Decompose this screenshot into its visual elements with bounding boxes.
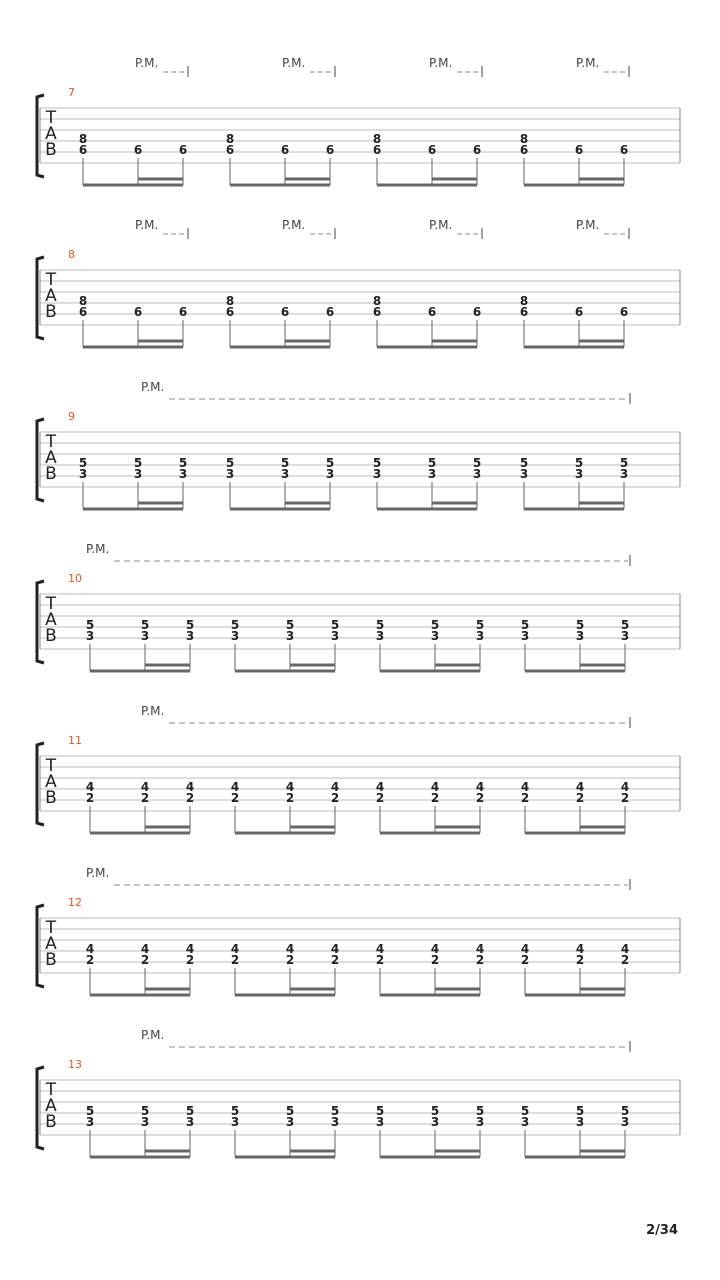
fret-number: 5 (430, 618, 440, 632)
fret-number: 3 (140, 1115, 150, 1129)
fret-number: 5 (85, 1104, 95, 1118)
fret-number: 5 (330, 618, 340, 632)
tab-clef-letter: A (45, 610, 57, 630)
fret-number: 5 (575, 618, 585, 632)
fret-number: 4 (85, 942, 95, 956)
measure-number: 10 (68, 572, 82, 585)
palm-mute-label: P.M. (135, 56, 159, 70)
fret-number: 6 (280, 143, 290, 157)
fret-number: 5 (375, 618, 385, 632)
fret-number: 3 (375, 1115, 385, 1129)
tab-clef-letter: A (45, 1096, 57, 1116)
fret-number: 6 (78, 305, 88, 319)
tab-clef-letter: T (45, 108, 57, 128)
fret-number: 3 (85, 1115, 95, 1129)
palm-mute-label: P.M. (86, 542, 110, 556)
tab-clef-letter: T (45, 432, 57, 452)
fret-number: 4 (285, 780, 295, 794)
fret-number: 4 (520, 780, 530, 794)
fret-number: 3 (185, 1115, 195, 1129)
fret-number: 5 (372, 456, 382, 470)
fret-number: 3 (285, 1115, 295, 1129)
fret-number: 8 (78, 294, 88, 308)
fret-number: 5 (285, 618, 295, 632)
measure-number: 8 (68, 248, 75, 261)
tab-clef-letter: B (45, 788, 57, 808)
fret-number: 4 (230, 780, 240, 794)
fret-number: 6 (574, 143, 584, 157)
fret-number: 2 (475, 953, 485, 967)
fret-number: 5 (475, 1104, 485, 1118)
fret-number: 2 (375, 953, 385, 967)
fret-number: 3 (619, 467, 629, 481)
fret-number: 8 (372, 294, 382, 308)
tab-clef-letter: B (45, 1112, 57, 1132)
fret-number: 5 (520, 1104, 530, 1118)
palm-mute-label: P.M. (141, 704, 165, 718)
fret-number: 4 (475, 780, 485, 794)
fret-number: 2 (430, 953, 440, 967)
tab-clef-letter: B (45, 626, 57, 646)
palm-mute-label: P.M. (86, 866, 110, 880)
fret-number: 4 (140, 780, 150, 794)
fret-number: 6 (427, 305, 437, 319)
fret-number: 6 (427, 143, 437, 157)
fret-number: 6 (325, 143, 335, 157)
fret-number: 8 (225, 294, 235, 308)
fret-number: 6 (519, 305, 529, 319)
fret-number: 4 (85, 780, 95, 794)
fret-number: 6 (519, 143, 529, 157)
fret-number: 5 (620, 618, 630, 632)
fret-number: 3 (78, 467, 88, 481)
fret-number: 2 (375, 791, 385, 805)
palm-mute-label: P.M. (429, 218, 453, 232)
fret-number: 6 (372, 305, 382, 319)
fret-number: 5 (620, 1104, 630, 1118)
fret-number: 6 (619, 143, 629, 157)
fret-number: 5 (285, 1104, 295, 1118)
fret-number: 4 (575, 780, 585, 794)
measure-number: 7 (68, 86, 75, 99)
fret-number: 2 (575, 791, 585, 805)
fret-number: 8 (372, 132, 382, 146)
fret-number: 6 (178, 305, 188, 319)
fret-number: 5 (178, 456, 188, 470)
fret-number: 4 (185, 780, 195, 794)
fret-number: 5 (375, 1104, 385, 1118)
fret-number: 3 (520, 629, 530, 643)
fret-number: 3 (140, 629, 150, 643)
fret-number: 2 (285, 953, 295, 967)
fret-number: 4 (475, 942, 485, 956)
fret-number: 3 (330, 629, 340, 643)
fret-number: 3 (472, 467, 482, 481)
fret-number: 6 (372, 143, 382, 157)
fret-number: 3 (280, 467, 290, 481)
fret-number: 2 (475, 791, 485, 805)
fret-number: 4 (430, 780, 440, 794)
fret-number: 8 (519, 294, 529, 308)
fret-number: 5 (280, 456, 290, 470)
fret-number: 2 (520, 953, 530, 967)
fret-number: 5 (133, 456, 143, 470)
tab-system (37, 542, 680, 671)
fret-number: 3 (225, 467, 235, 481)
fret-number: 5 (574, 456, 584, 470)
fret-number: 2 (185, 953, 195, 967)
fret-number: 3 (575, 629, 585, 643)
fret-number: 2 (230, 953, 240, 967)
fret-number: 8 (78, 132, 88, 146)
measure-number: 11 (68, 734, 82, 747)
tab-systems (37, 56, 680, 1157)
fret-number: 5 (475, 618, 485, 632)
fret-number: 4 (575, 942, 585, 956)
tab-clef-letter: B (45, 140, 57, 160)
fret-number: 5 (85, 618, 95, 632)
fret-number: 5 (575, 1104, 585, 1118)
tab-system (37, 380, 680, 509)
fret-number: 5 (78, 456, 88, 470)
fret-number: 5 (427, 456, 437, 470)
fret-number: 3 (574, 467, 584, 481)
fret-number: 5 (225, 456, 235, 470)
fret-number: 3 (372, 467, 382, 481)
measure-number: 9 (68, 410, 75, 423)
fret-number: 4 (230, 942, 240, 956)
fret-number: 5 (140, 1104, 150, 1118)
fret-number: 5 (472, 456, 482, 470)
fret-number: 3 (620, 1115, 630, 1129)
fret-number: 6 (472, 143, 482, 157)
fret-number: 5 (140, 618, 150, 632)
tab-clef-letter: T (45, 756, 57, 776)
fret-number: 5 (330, 1104, 340, 1118)
fret-number: 5 (230, 1104, 240, 1118)
fret-number: 8 (225, 132, 235, 146)
palm-mute-label: P.M. (282, 56, 306, 70)
fret-number: 6 (574, 305, 584, 319)
fret-number: 5 (520, 618, 530, 632)
fret-number: 4 (620, 780, 630, 794)
tab-system (37, 218, 680, 347)
fret-number: 4 (140, 942, 150, 956)
fret-number: 6 (133, 143, 143, 157)
palm-mute-label: P.M. (576, 56, 600, 70)
fret-number: 3 (475, 629, 485, 643)
fret-number: 3 (520, 1115, 530, 1129)
fret-number: 6 (472, 305, 482, 319)
fret-number: 2 (330, 791, 340, 805)
fret-number: 2 (520, 791, 530, 805)
palm-mute-label: P.M. (282, 218, 306, 232)
tab-clef-letter: A (45, 448, 57, 468)
fret-number: 3 (375, 629, 385, 643)
palm-mute-label: P.M. (135, 218, 159, 232)
page-number: 2/34 (646, 1223, 678, 1238)
measure-number: 12 (68, 896, 82, 909)
fret-number: 4 (375, 942, 385, 956)
fret-number: 6 (325, 305, 335, 319)
fret-number: 2 (620, 791, 630, 805)
fret-number: 4 (330, 942, 340, 956)
fret-number: 2 (230, 791, 240, 805)
fret-number: 5 (230, 618, 240, 632)
fret-number: 3 (575, 1115, 585, 1129)
fret-number: 5 (519, 456, 529, 470)
fret-number: 6 (225, 305, 235, 319)
fret-number: 5 (430, 1104, 440, 1118)
fret-number: 4 (330, 780, 340, 794)
tab-clef-letter: B (45, 302, 57, 322)
fret-number: 3 (285, 629, 295, 643)
fret-number: 4 (430, 942, 440, 956)
fret-number: 4 (375, 780, 385, 794)
tab-clef-letter: A (45, 934, 57, 954)
tab-clef-letter: A (45, 286, 57, 306)
fret-number: 2 (620, 953, 630, 967)
fret-number: 2 (185, 791, 195, 805)
tab-system (37, 866, 680, 995)
fret-number: 2 (85, 953, 95, 967)
fret-number: 8 (519, 132, 529, 146)
fret-number: 2 (140, 791, 150, 805)
palm-mute-label: P.M. (141, 1028, 165, 1042)
fret-number: 3 (620, 629, 630, 643)
fret-number: 4 (185, 942, 195, 956)
tab-clef-letter: T (45, 594, 57, 614)
tab-clef-letter: T (45, 918, 57, 938)
tab-clef-letter: T (45, 1080, 57, 1100)
fret-number: 6 (280, 305, 290, 319)
palm-mute-label: P.M. (141, 380, 165, 394)
fret-number: 6 (225, 143, 235, 157)
fret-number: 3 (519, 467, 529, 481)
tab-clef-letter: A (45, 124, 57, 144)
fret-number: 2 (575, 953, 585, 967)
fret-number: 3 (185, 629, 195, 643)
fret-number: 2 (140, 953, 150, 967)
fret-number: 4 (285, 942, 295, 956)
fret-number: 3 (230, 629, 240, 643)
fret-number: 3 (430, 1115, 440, 1129)
measure-number: 13 (68, 1058, 82, 1071)
tab-clef-letter: B (45, 950, 57, 970)
fret-number: 5 (619, 456, 629, 470)
fret-number: 3 (330, 1115, 340, 1129)
fret-number: 4 (620, 942, 630, 956)
fret-number: 3 (178, 467, 188, 481)
fret-number: 2 (85, 791, 95, 805)
fret-number: 3 (133, 467, 143, 481)
fret-number: 3 (430, 629, 440, 643)
fret-number: 6 (78, 143, 88, 157)
fret-number: 2 (330, 953, 340, 967)
tab-clef-letter: T (45, 270, 57, 290)
fret-number: 3 (475, 1115, 485, 1129)
fret-number: 5 (325, 456, 335, 470)
fret-number: 5 (185, 1104, 195, 1118)
palm-mute-label: P.M. (576, 218, 600, 232)
tab-system (37, 1028, 680, 1157)
fret-number: 6 (133, 305, 143, 319)
tab-clef-letter: A (45, 772, 57, 792)
fret-number: 4 (520, 942, 530, 956)
palm-mute-label: P.M. (429, 56, 453, 70)
tab-clef-letter: B (45, 464, 57, 484)
fret-number: 6 (178, 143, 188, 157)
fret-number: 6 (619, 305, 629, 319)
fret-number: 3 (325, 467, 335, 481)
fret-number: 3 (85, 629, 95, 643)
fret-number: 3 (427, 467, 437, 481)
tab-system (37, 56, 680, 185)
fret-number: 2 (285, 791, 295, 805)
tab-system (37, 704, 680, 833)
fret-number: 3 (230, 1115, 240, 1129)
fret-number: 2 (430, 791, 440, 805)
fret-number: 5 (185, 618, 195, 632)
